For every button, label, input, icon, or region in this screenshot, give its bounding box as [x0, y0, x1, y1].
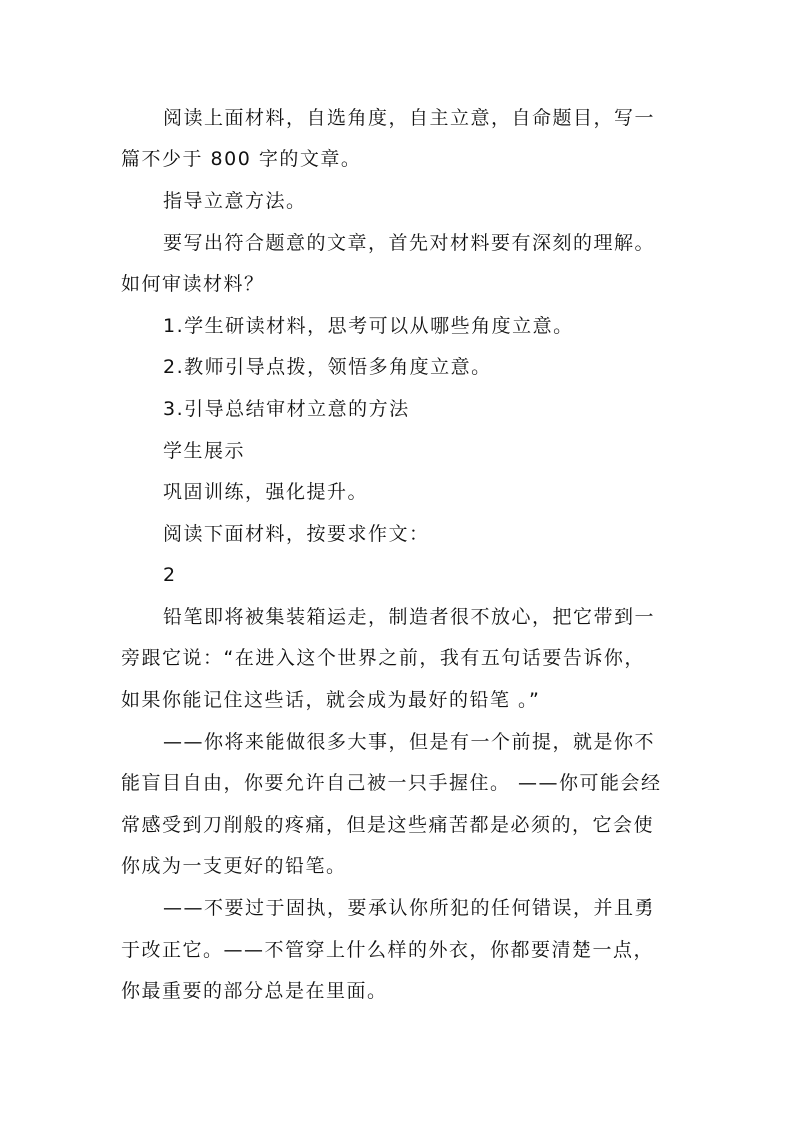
paragraph-line: 篇不少于 800 字的文章。: [121, 148, 362, 170]
paragraph-line: 学生展示: [163, 440, 246, 462]
paragraph-line: 指导立意方法。: [163, 190, 307, 212]
paragraph-line: 阅读上面材料，自选角度，自主立意，自命题目，写一: [163, 107, 656, 129]
paragraph-line: 要写出符合题意的文章，首先对材料要有深刻的理解。: [163, 232, 656, 254]
paragraph-line: 如何审读材料？: [121, 273, 265, 295]
paragraph-line: 能盲目自由，你要允许自己被一只手握住。 ——你可能会经: [121, 772, 662, 794]
paragraph-line: 常感受到刀削般的疼痛，但是这些痛苦都是必须的，它会使: [121, 814, 655, 836]
paragraph-line: 于改正它。——不管穿上什么样的外衣，你都要清楚一点，: [121, 939, 655, 961]
paragraph-line: ——不要过于固执，要承认你所犯的任何错误，并且勇: [163, 897, 656, 919]
paragraph-line: 阅读下面材料，按要求作文：: [163, 523, 430, 545]
list-item: 3.引导总结审材立意的方法: [163, 398, 410, 420]
paragraph-line: 如果你能记住这些话，就会成为最好的铅笔 。”: [121, 689, 541, 711]
paragraph-line: ——你将来能做很多大事，但是有一个前提，就是你不: [163, 731, 656, 753]
list-item: 1.学生研读材料，思考可以从哪些角度立意。: [163, 315, 574, 337]
paragraph-line: 你成为一支更好的铅笔。: [121, 855, 347, 877]
paragraph-line: 旁跟它说：“在进入这个世界之前，我有五句话要告诉你，: [121, 647, 645, 669]
list-item: 2.教师引导点拨，领悟多角度立意。: [163, 356, 492, 378]
paragraph-line: 你最重要的部分总是在里面。: [121, 980, 388, 1002]
paragraph-line: 2: [163, 564, 177, 586]
paragraph-line: 巩固训练，强化提升。: [163, 481, 369, 503]
paragraph-line: 铅笔即将被集装箱运走，制造者很不放心，把它带到一: [163, 606, 656, 628]
